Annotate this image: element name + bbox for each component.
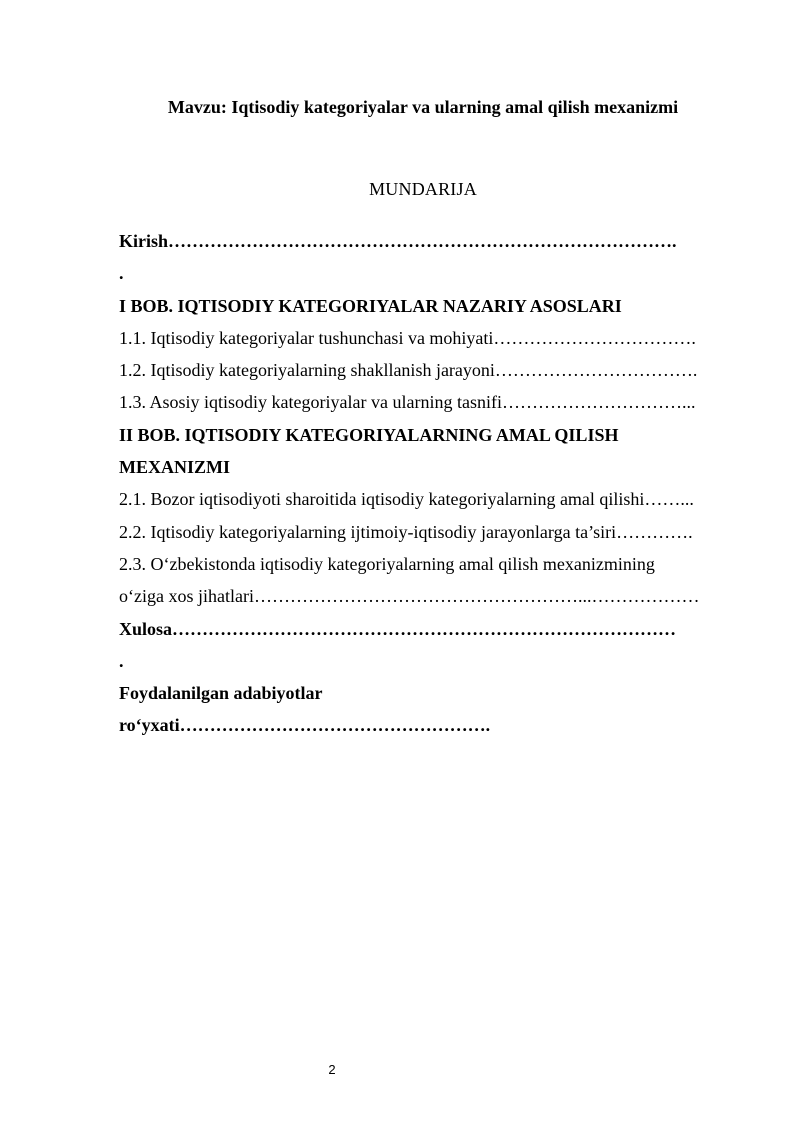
toc-line: 2.1. Bozor iqtisodiyoti sharoitida iqtisodiy kategoriyalarning amal qilishi……... — [119, 489, 694, 510]
toc-line: 1.3. Asosiy iqtisodiy kategoriyalar va ularning tasnifi…………………………... — [119, 392, 696, 413]
table-of-contents — [119, 225, 727, 742]
toc-line: MEXANIZMI — [119, 457, 230, 478]
toc-line: Xulosa………………………………………………………………………… — [119, 618, 677, 639]
toc-heading: MUNDARIJA — [369, 179, 477, 199]
toc-line: ro‘yxati……………………………………………. — [119, 715, 491, 736]
toc-line: 1.2. Iqtisodiy kategoriyalarning shakllanish jarayoni……………………………. — [119, 360, 698, 381]
toc-line: 1.1. Iqtisodiy kategoriyalar tushunchasi va mohiyati……………………………. — [119, 327, 696, 348]
page-number: 2 — [328, 1062, 336, 1077]
toc-line: . — [119, 650, 124, 671]
toc-line: I BOB. IQTISODIY KATEGORIYALAR NAZARIY ASOSLARI — [119, 295, 622, 316]
toc-line: 2.3. O‘zbekistonda iqtisodiy kategoriyalarning amal qilish mexanizmining — [119, 553, 655, 574]
toc-line: 2.2. Iqtisodiy kategoriyalarning ijtimoiy-iqtisodiy jarayonlarga ta’siri…………. — [119, 521, 693, 542]
subject-title: Mavzu: Iqtisodiy kategoriyalar va ularning amal qilish mexanizmi — [167, 97, 679, 117]
toc-line: Foydalanilgan adabiyotlar — [119, 683, 323, 704]
toc-line: Kirish…………………………………………………………………………. — [119, 231, 677, 251]
toc-line: . — [119, 263, 124, 284]
toc-line: o‘ziga xos jihatlari………………………………………………...……………… — [119, 586, 700, 607]
toc-line: II BOB. IQTISODIY KATEGORIYALARNING AMAL QILISH — [119, 424, 619, 445]
